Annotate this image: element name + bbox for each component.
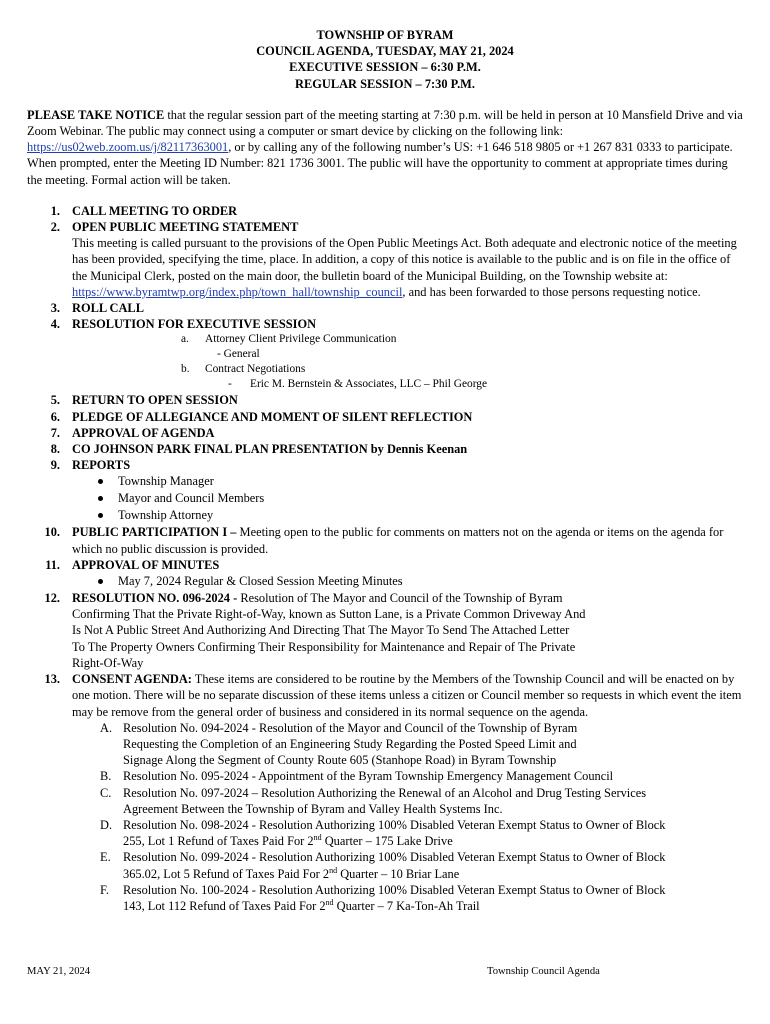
consent-item-b — [100, 768, 743, 784]
item-number: 11. — [45, 557, 60, 572]
zoom-link[interactable]: https://us02web.zoom.us/j/82117363001 — [27, 140, 229, 155]
notice-text-2: , or by calling any of the following number’s US: +1 646 518 9805 or +1 267 831 0333 to participate. When prompted, enter the Meeting ID Number: 821 1736 3001. The public will have the opportunity to comment at appropriate times during the meeting. Formal action will be taken. — [27, 140, 733, 187]
item-text: These items are considered to be routine by the Members of the Township Council and will be enacted on by one motion. There will be no separate discussion of these items unless a citizen or Council member so requests in which event the item may be remove from the general order of business and considered in its normal sequence on the agenda. — [72, 672, 742, 719]
reports-list — [27, 473, 743, 524]
consent-letter: E. — [100, 850, 111, 865]
item-title: ROLL CALL — [72, 301, 144, 316]
consent-line: Resolution No. 099-2024 - Resolution Authorizing 100% Disabled Veteran Exempt Status to Owner of Block — [123, 850, 666, 865]
list-item — [72, 490, 743, 507]
minutes-list — [27, 573, 743, 590]
consent-letter: D. — [100, 817, 113, 832]
agenda-item-11 — [27, 557, 743, 573]
agenda-item-4 — [27, 316, 743, 332]
township-website-link[interactable]: https://www.byramtwp.org/index.php/town_hall/township_council — [72, 284, 403, 299]
consent-text: 255, Lot 1 Refund of Taxes Paid For 2 — [123, 834, 314, 849]
consent-text: 143, Lot 112 Refund of Taxes Paid For 2 — [123, 898, 326, 913]
consent-item-f — [100, 882, 743, 914]
sub-item-b-detail — [205, 377, 743, 392]
item-title: CALL MEETING TO ORDER — [72, 203, 238, 218]
opma-statement — [72, 235, 743, 300]
item-title: CO JOHNSON PARK FINAL PLAN PRESENTATION by Dennis Keenan — [72, 442, 468, 457]
header-line-3: EXECUTIVE SESSION – 6:30 P.M. — [289, 60, 481, 75]
consent-letter: A. — [100, 720, 113, 735]
sub-item-a — [181, 332, 743, 347]
item-title: OPEN PUBLIC MEETING STATEMENT — [72, 220, 299, 235]
header-line-1: TOWNSHIP OF BYRAM — [316, 28, 454, 42]
agenda-item-6 — [27, 409, 743, 425]
sub-detail: - General — [217, 348, 260, 361]
agenda-item-8 — [27, 441, 743, 457]
dash-marker: - — [228, 378, 232, 391]
agenda-item-10 — [27, 524, 743, 556]
consent-line: Requesting the Completion of an Engineering Study Regarding the Posted Speed Limit and — [123, 736, 577, 751]
agenda-page — [27, 27, 743, 914]
sub-item-a-detail — [205, 347, 743, 362]
bullet-icon — [98, 513, 103, 518]
agenda-list — [27, 203, 743, 914]
sub-item-b — [181, 362, 743, 377]
notice-lead: PLEASE TAKE NOTICE — [27, 107, 165, 122]
item-title: PLEDGE OF ALLEGIANCE AND MOMENT OF SILENT REFLECTION — [72, 409, 473, 424]
list-item — [72, 473, 743, 490]
item-number: 13. — [44, 672, 60, 687]
agenda-item-3 — [27, 300, 743, 316]
item-text: Meeting open to the public for comments on matters not on the agenda or items on the agenda for which no public discussion is provided. — [72, 525, 724, 556]
consent-agenda-list — [27, 720, 743, 914]
executive-session-sublist — [27, 332, 743, 392]
item-title: RESOLUTION FOR EXECUTIVE SESSION — [72, 317, 317, 332]
list-item-text: Township Manager — [118, 474, 214, 489]
list-item — [72, 573, 743, 590]
consent-letter: C. — [100, 785, 112, 800]
sub-text: Contract Negotiations — [205, 363, 306, 376]
consent-item-d — [100, 817, 743, 849]
item-number: 5. — [50, 393, 60, 408]
consent-line: Resolution No. 100-2024 - Resolution Authorizing 100% Disabled Veteran Exempt Status to Owner of Block — [123, 882, 666, 897]
consent-text: Quarter – 7 Ka-Ton-Ah Trail — [333, 898, 480, 913]
bullet-icon — [98, 479, 103, 484]
list-item — [72, 507, 743, 524]
consent-line — [123, 898, 743, 914]
public-notice — [27, 107, 743, 188]
consent-item-e — [100, 849, 743, 881]
item-title: RESOLUTION NO. 096-2024 - — [72, 591, 241, 606]
consent-line: Resolution No. 098-2024 - Resolution Authorizing 100% Disabled Veteran Exempt Status to Owner of Block — [123, 817, 666, 832]
item-number: 4. — [50, 317, 60, 332]
ordinal-suffix: nd — [325, 897, 334, 907]
header-line-2: COUNCIL AGENDA, TUESDAY, MAY 21, 2024 — [256, 44, 514, 59]
bullet-icon — [98, 579, 103, 584]
resolution-line: Right-Of-Way — [72, 655, 144, 670]
list-item-text: Township Attorney — [118, 508, 214, 523]
resolution-line: To The Property Owners Confirming Their Responsibility for Maintenance and Repair of The Private — [72, 639, 576, 654]
item-number: 7. — [50, 425, 60, 440]
document-header — [27, 27, 743, 92]
consent-line: Agreement Between the Township of Byram and Valley Health Systems Inc. — [123, 801, 503, 816]
agenda-item-1 — [27, 203, 743, 219]
item-number: 12. — [44, 591, 60, 606]
item-title: APPROVAL OF AGENDA — [72, 425, 215, 440]
footer-date: MAY 21, 2024 — [27, 966, 91, 977]
consent-line: Resolution No. 094-2024 - Resolution of the Mayor and Council of the Township of Byram — [123, 720, 578, 735]
opma-text-1: This meeting is called pursuant to the provisions of the Open Public Meetings Act. Both adequate and electronic notice of the meeting has been provided, specifying the time, place. In addition, a copy of this notice is available to the public and is on file in the office of the Municipal Clerk, posted on the main door, the bulletin board of the Municipal Building, on the Township website at: — [72, 236, 737, 283]
item-title: APPROVAL OF MINUTES — [72, 557, 220, 572]
bullet-icon — [98, 496, 103, 501]
agenda-item-7 — [27, 425, 743, 441]
ordinal-suffix: nd — [329, 865, 338, 875]
item-number: 3. — [50, 301, 60, 316]
agenda-item-9 — [27, 457, 743, 473]
consent-text: 365.02, Lot 5 Refund of Taxes Paid For 2 — [123, 866, 330, 881]
sub-letter: b. — [181, 363, 190, 376]
footer-title: Township Council Agenda — [487, 966, 600, 977]
resolution-line: Confirming That the Private Right-of-Way, known as Sutton Lane, is a Private Common Driveway And — [72, 607, 586, 622]
consent-line — [123, 866, 743, 882]
agenda-item-2 — [27, 219, 743, 300]
consent-item-c — [100, 785, 743, 817]
resolution-line: Resolution of The Mayor and Council of the Township of Byram — [240, 591, 563, 606]
notice-text-1: that the regular session part of the meeting starting at 7:30 p.m. will be held in person at 10 Mansfield Drive and via Zoom Webinar. The public may connect using a computer or smart device by clicking on the following link: — [27, 107, 743, 139]
item-title: RETURN TO OPEN SESSION — [72, 393, 238, 408]
list-item-text: Mayor and Council Members — [118, 491, 265, 506]
resolution-line: Is Not A Public Street And Authorizing And Directing That The Mayor To Send The Attached Letter — [72, 623, 570, 638]
item-title: PUBLIC PARTICIPATION I – — [72, 525, 240, 540]
opma-text-2: , and has been forwarded to those persons requesting notice. — [402, 284, 701, 299]
consent-line: Signage Along the Segment of County Route 605 (Stanhope Road) in Byram Township — [123, 753, 557, 768]
item-title: REPORTS — [72, 458, 131, 473]
sub-text: Attorney Client Privilege Communication — [205, 333, 397, 346]
consent-text: Quarter – 10 Briar Lane — [337, 866, 460, 881]
sub-detail: Eric M. Bernstein & Associates, LLC – Phil George — [250, 378, 488, 391]
item-number: 10. — [44, 525, 60, 540]
consent-letter: F. — [100, 882, 109, 897]
item-number: 1. — [50, 203, 60, 218]
consent-line: Resolution No. 097-2024 – Resolution Authorizing the Renewal of an Alcohol and Drug Testing Services — [123, 785, 647, 800]
item-number: 8. — [50, 442, 60, 457]
agenda-item-13 — [27, 671, 743, 720]
consent-line: Resolution No. 095-2024 - Appointment of the Byram Township Emergency Management Council — [123, 769, 614, 784]
consent-line — [123, 833, 743, 849]
consent-item-a — [100, 720, 743, 769]
agenda-item-5 — [27, 392, 743, 408]
item-number: 2. — [50, 220, 60, 235]
sub-letter: a. — [181, 333, 189, 346]
consent-text: Quarter – 175 Lake Drive — [321, 834, 453, 849]
header-line-4: REGULAR SESSION – 7:30 P.M. — [295, 76, 475, 91]
consent-letter: B. — [100, 769, 112, 784]
list-item-text: May 7, 2024 Regular & Closed Session Meeting Minutes — [118, 574, 403, 589]
item-number: 9. — [50, 458, 60, 473]
item-title: CONSENT AGENDA: — [72, 672, 192, 687]
item-number: 6. — [50, 409, 60, 424]
ordinal-suffix: nd — [313, 833, 322, 842]
agenda-item-12 — [27, 590, 743, 671]
